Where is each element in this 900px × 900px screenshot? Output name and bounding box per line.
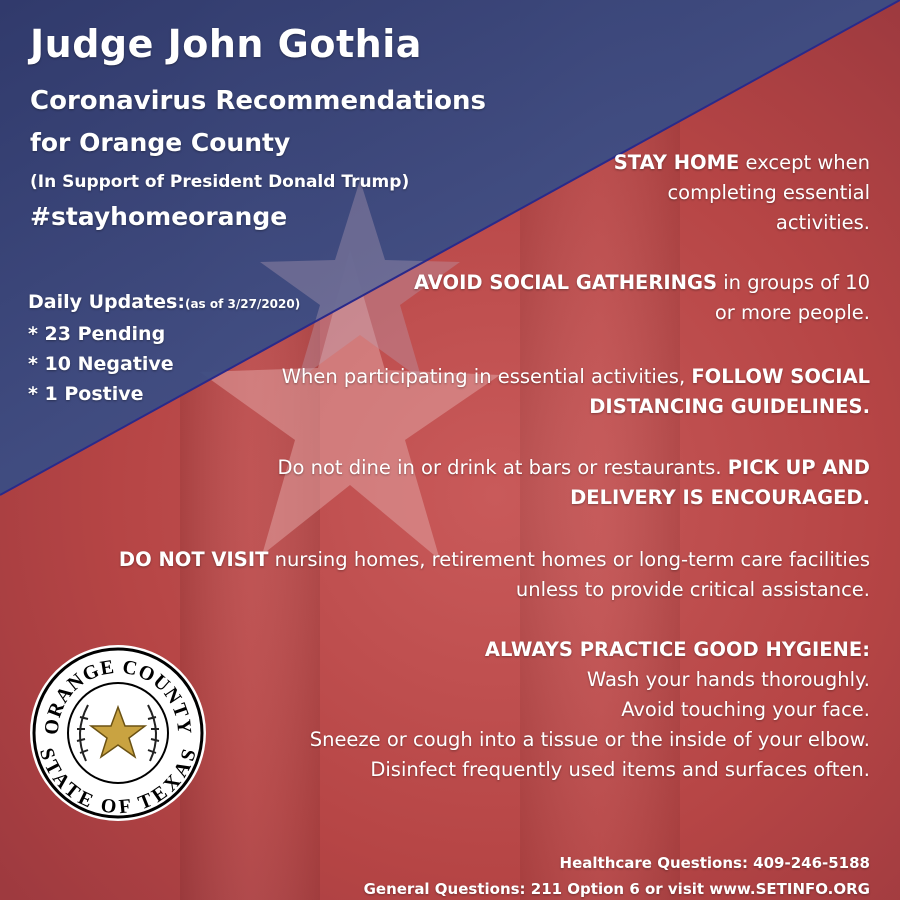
hygiene-line: Avoid touching your face. bbox=[621, 698, 870, 721]
hygiene-line: Disinfect frequently used items and surfaces often. bbox=[370, 758, 870, 781]
hashtag: #stayhomeorange bbox=[30, 202, 288, 231]
rec-dining bbox=[170, 453, 870, 513]
rec-avoid-gatherings bbox=[400, 268, 870, 328]
rec-stay-home-bold: STAY HOME bbox=[613, 151, 740, 174]
hygiene-heading: ALWAYS PRACTICE GOOD HYGIENE: bbox=[484, 638, 870, 661]
subtitle: Coronavirus Recommendations bbox=[30, 86, 487, 116]
contact-info bbox=[364, 850, 870, 900]
updates-date: (as of 3/27/2020) bbox=[184, 297, 301, 311]
rec-social-distancing bbox=[270, 362, 870, 422]
update-item-positive: * 1 Postive bbox=[28, 383, 144, 405]
rec-stay-home-text: except when completing essential activities. bbox=[667, 151, 870, 234]
rec-avoid-bold: AVOID SOCIAL GATHERINGS bbox=[414, 271, 718, 294]
update-item-pending: * 23 Pending bbox=[28, 323, 166, 345]
updates-heading bbox=[28, 287, 300, 319]
county-line: for Orange County bbox=[30, 128, 291, 157]
support-line: (In Support of President Donald Trump) bbox=[30, 172, 410, 192]
hygiene-line: Wash your hands thoroughly. bbox=[586, 668, 870, 691]
rec-visit-text: nursing homes, retirement homes or long-term care facilities unless to provide critical assistance. bbox=[268, 548, 870, 601]
rec-distancing-bold: FOLLOW SOCIAL DISTANCING GUIDELINES. bbox=[589, 365, 870, 418]
seal-bottom-text: STATE OF TEXAS bbox=[35, 745, 201, 818]
page-title: Judge John Gothia bbox=[30, 22, 422, 66]
healthcare-contact: Healthcare Questions: 409-246-5188 bbox=[559, 854, 870, 872]
seal-top-text: ORANGE COUNTY bbox=[40, 655, 196, 736]
hygiene-line: Sneeze or cough into a tissue or the inside of your elbow. bbox=[309, 728, 870, 751]
rec-do-not-visit bbox=[80, 545, 870, 605]
rec-dining-text: Do not dine in or drink at bars or restaurants. bbox=[277, 456, 728, 479]
county-seal bbox=[28, 643, 208, 823]
general-contact: General Questions: 211 Option 6 or visit www.SETINFO.ORG bbox=[363, 880, 870, 898]
rec-visit-bold: DO NOT VISIT bbox=[118, 548, 269, 571]
daily-updates bbox=[28, 287, 300, 409]
update-item-negative: * 10 Negative bbox=[28, 353, 174, 375]
rec-dining-bold: PICK UP AND DELIVERY IS ENCOURAGED. bbox=[570, 456, 870, 509]
rec-avoid-text: in groups of 10 or more people. bbox=[714, 271, 870, 324]
rec-distancing-text: When participating in essential activities, bbox=[281, 365, 692, 388]
updates-label: Daily Updates: bbox=[28, 291, 185, 313]
rec-hygiene bbox=[250, 635, 870, 785]
rec-stay-home bbox=[610, 148, 870, 238]
